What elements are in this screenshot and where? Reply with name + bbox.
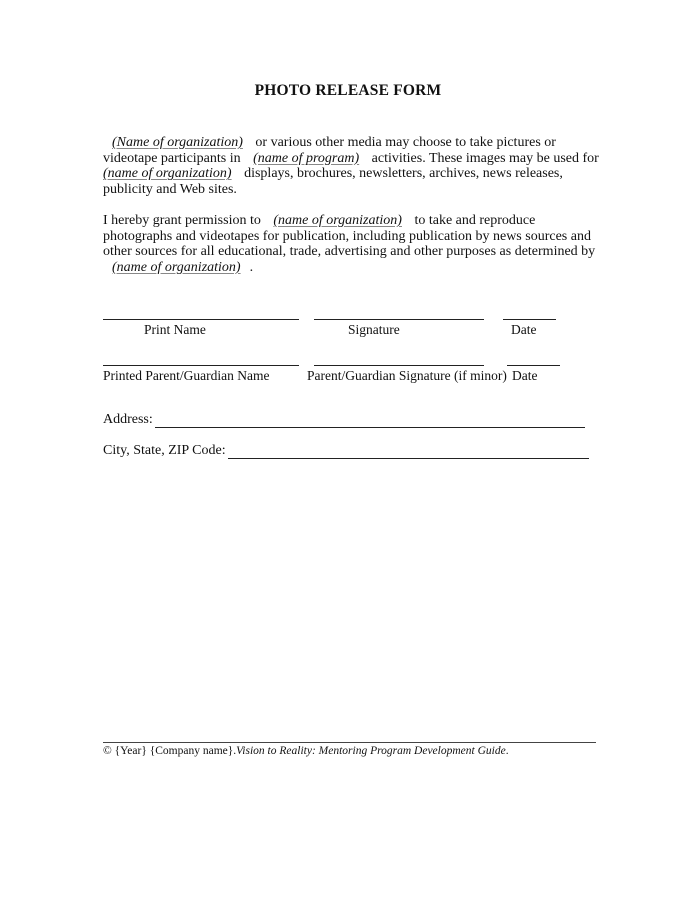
parent-date-line[interactable]	[507, 365, 560, 366]
parent-date-label: Date	[512, 368, 538, 383]
paragraph-line	[103, 213, 593, 229]
paragraph-text: or various other media may choose to take pictures or	[251, 135, 556, 150]
organization-name-placeholder[interactable]: (name of organization)	[273, 213, 402, 228]
paragraph-line	[103, 135, 593, 151]
footer-copyright-text: © {Year} {Company name}.	[103, 745, 237, 757]
intro-paragraph	[103, 135, 599, 197]
paragraph-text: I hereby grant permission to	[103, 213, 265, 228]
paragraph-text: videotape participants in	[103, 150, 245, 166]
footer-divider	[103, 742, 596, 743]
organization-name-placeholder[interactable]: (name of organization)	[103, 166, 232, 182]
paragraph-line: photographs and videotapes for publication, including publication by news sources and	[103, 228, 591, 244]
signature-label: Signature	[348, 322, 400, 337]
signature-line[interactable]	[314, 319, 484, 320]
organization-name-placeholder[interactable]: (Name of organization)	[112, 135, 243, 150]
paragraph-text: .	[249, 259, 254, 275]
paragraph-text: activities. These images may be used for	[368, 150, 599, 166]
paragraph-line	[103, 166, 593, 182]
organization-name-placeholder[interactable]: (name of organization)	[112, 259, 241, 275]
paragraph-text: displays, brochures, newsletters, archives, news releases,	[240, 166, 563, 182]
footer-guide-title: Vision to Reality: Mentoring Program Development Guide	[236, 745, 506, 757]
parent-name-label: Printed Parent/Guardian Name	[103, 368, 270, 383]
footer-copyright	[103, 745, 509, 757]
print-name-line[interactable]	[103, 319, 299, 320]
address-line[interactable]	[155, 427, 585, 428]
city-state-zip-line[interactable]	[228, 458, 589, 459]
paragraph-line	[103, 150, 599, 167]
form-title: PHOTO RELEASE FORM	[254, 82, 442, 99]
city-state-zip-label: City, State, ZIP Code:	[103, 443, 226, 458]
parent-signature-label: Parent/Guardian Signature (if minor)	[307, 368, 507, 383]
paragraph-line: publicity and Web sites.	[103, 181, 237, 197]
paragraph-text: to take and reproduce	[410, 213, 536, 228]
address-label: Address:	[103, 412, 153, 427]
program-name-placeholder[interactable]: (name of program)	[253, 150, 360, 166]
permission-paragraph	[103, 213, 596, 275]
parent-name-line[interactable]	[103, 365, 299, 366]
print-name-label: Print Name	[144, 322, 206, 337]
paragraph-line	[103, 260, 593, 276]
paragraph-line: other sources for all educational, trade, advertising and other purposes as determined by	[103, 244, 596, 260]
date-line[interactable]	[503, 319, 556, 320]
footer-period: .	[505, 745, 509, 757]
parent-signature-line[interactable]	[314, 365, 484, 366]
date-label: Date	[511, 322, 537, 337]
